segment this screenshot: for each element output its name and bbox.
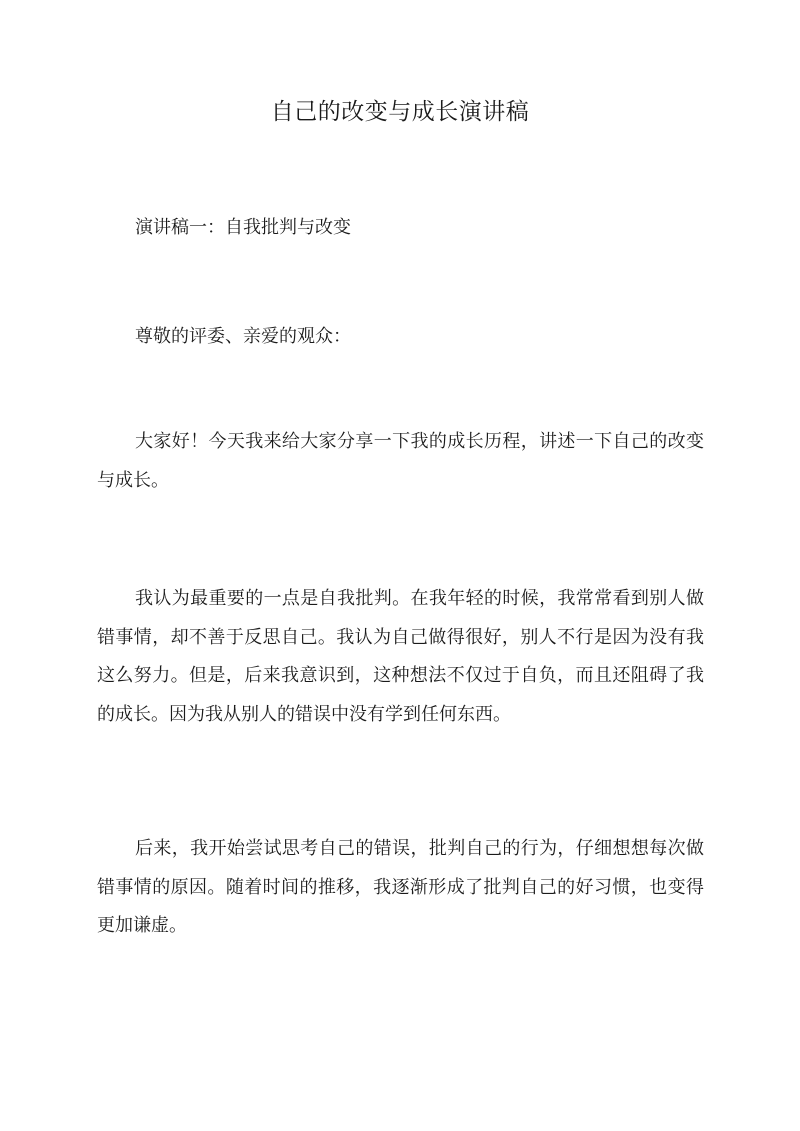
section-heading: 演讲稿一：自我批判与改变 [135,217,351,238]
salutation-paragraph: 尊敬的评委、亲爱的观众： [135,326,351,347]
body-paragraph: 后来，我开始尝试思考自己的错误，批判自己的行为，仔细想想每次做错事情的原因。随着时间的推移，我逐渐形成了批判自己的好习惯，也变得更加谦虚。 [97,838,704,936]
intro-paragraph: 大家好！今天我来给大家分享一下我的成长历程，讲述一下自己的改变与成长。 [97,431,704,491]
body-paragraph: 我认为最重要的一点是自我批判。在我年轻的时候，我常常看到别人做错事情，却不善于反思自己。我认为自己做得很好，别人不行是因为没有我这么努力。但是，后来我意识到，这种想法不仅过于自负，而且还阻碍了我的成长。因为我从别人的错误中没有学到任何东西。 [97,588,704,725]
document-title: 自己的改变与成长演讲稿 [270,99,530,125]
